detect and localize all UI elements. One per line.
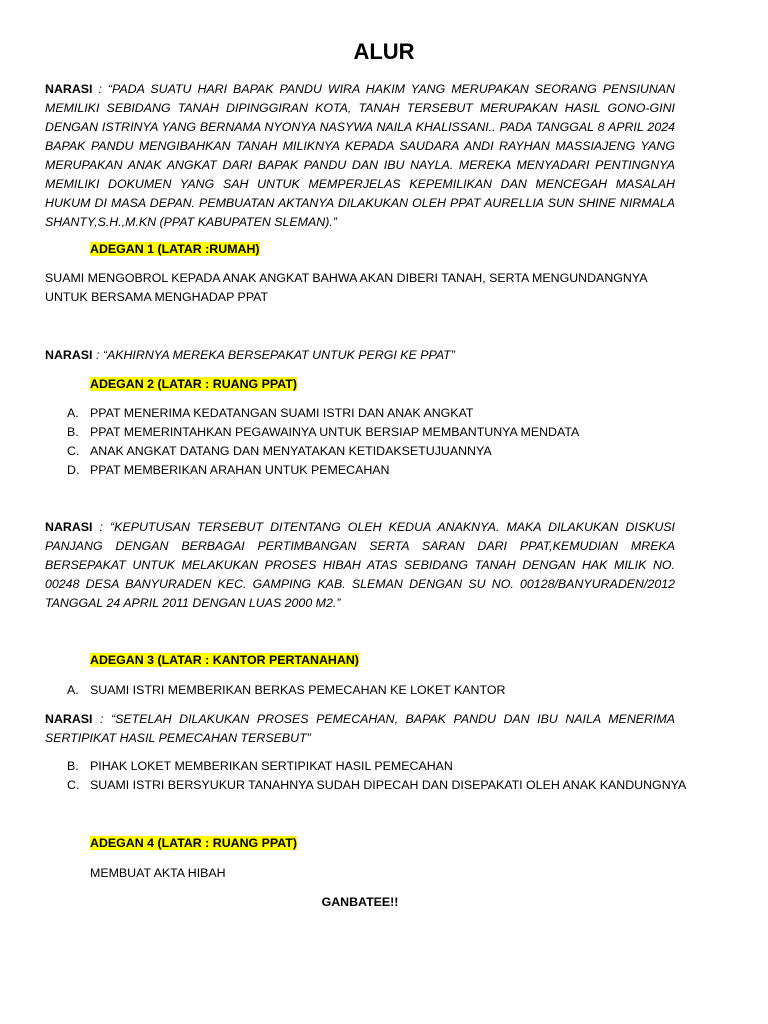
narasi-1-text: “PADA SUATU HARI BAPAK PANDU WIRA HAKIM YANG MERUPAKAN SEORANG PENSIUNAN MEMILIKI SEBIDANG TANAH DIPINGGIRAN KOTA, TANAH TERSEBUT MERUPAKAN HASIL GONO-GINI DENGAN ISTRINYA YANG BERNAMA NYONYA NASYWA NAILA KHALISSANI.. PADA TANGGAL 8 APRIL 2024 BAPAK PANDU MENGIBAHKAN TANAH MILIKNYA KEPADA SAUDARA ANDI RAYHAN MASSIAJENG YANG MERUPAKAN ANAK ANGKAT DARI BAPAK PANDU DAN IBU NAYLA. MEREKA MENYADARI PENTINGNYA MEMILIKI DOKUMEN YANG SAH UNTUK MEMPERJELAS KEPEMILIKAN DAN MENCEGAH MASALAH HUKUM DI MASA DEPAN. PEMBUATAN AKTANYA DILAKUKAN OLEH PPAT AURELLIA SUN SHINE NIRMALA SHANTY,S.H.,M.KN (PPAT KABUPATEN SLEMAN).” — [45, 82, 675, 229]
document-title: ALUR — [353, 39, 415, 64]
narasi-4-text: “SETELAH DILAKUKAN PROSES PEMECAHAN, BAPAK PANDU DAN IBU NAILA MENERIMA SERTIPIKAT HASIL PEMECAHAN TERSEBUT” — [45, 712, 676, 745]
list-marker: A. — [67, 683, 79, 697]
scene-heading-2-text: ADEGAN 2 (LATAR : RUANG PPAT) — [90, 377, 297, 391]
list-item — [67, 442, 579, 461]
list-item — [67, 404, 579, 423]
scene-heading-4-text: ADEGAN 4 (LATAR : RUANG PPAT) — [90, 836, 297, 850]
narasi-label: NARASI — [45, 82, 93, 96]
scene-heading-1-text: ADEGAN 1 (LATAR :RUMAH) — [90, 242, 260, 256]
scene-4-description: MEMBUAT AKTA HIBAH — [90, 866, 226, 880]
list-item-text: PIHAK LOKET MEMBERIKAN SERTIPIKAT HASIL PEMECAHAN — [90, 759, 453, 773]
narasi-2-text: “AKHIRNYA MEREKA BERSEPAKAT UNTUK PERGI KE PPAT” — [102, 348, 455, 362]
list-marker: B. — [67, 759, 79, 773]
list-marker: A. — [67, 406, 79, 420]
list-item-text: ANAK ANGKAT DATANG DAN MENYATAKAN KETIDAKSETUJUANNYA — [90, 444, 492, 458]
narasi-separator: : — [92, 520, 111, 534]
list-marker: B. — [67, 425, 79, 439]
narasi-separator: : — [92, 712, 112, 726]
narasi-4 — [45, 710, 675, 748]
list-item-text: PPAT MEMERINTAHKAN PEGAWAINYA UNTUK BERSIAP MEMBANTUNYA MENDATA — [90, 425, 580, 439]
closing-text: GANBATEE!! — [321, 895, 399, 909]
scene-3-list-a — [67, 681, 505, 700]
scene-heading-3-text: ADEGAN 3 (LATAR : KANTOR PERTANAHAN) — [90, 653, 359, 667]
list-marker: C. — [67, 444, 80, 458]
narasi-label: NARASI — [45, 520, 93, 534]
narasi-3 — [45, 518, 675, 613]
scene-heading-1 — [90, 241, 260, 258]
scene-heading-4 — [90, 835, 297, 852]
list-item — [67, 423, 579, 442]
list-item — [67, 461, 579, 480]
list-item — [67, 681, 505, 700]
narasi-1 — [45, 80, 675, 232]
narasi-label: NARASI — [45, 348, 93, 362]
list-item-text: PPAT MEMBERIKAN ARAHAN UNTUK PEMECAHAN — [90, 463, 390, 477]
list-item — [67, 776, 686, 795]
scene-1-description: SUAMI MENGOBROL KEPADA ANAK ANGKAT BAHWA AKAN DIBERI TANAH, SERTA MENGUNDANGNYA UNTUK BERSAMA MENGHADAP PPAT — [45, 271, 647, 304]
narasi-separator: : — [92, 348, 103, 362]
list-item — [67, 757, 686, 776]
narasi-separator: : — [92, 82, 108, 96]
scene-3-list-bc — [67, 757, 686, 795]
scene-2-list — [67, 404, 579, 480]
narasi-2 — [45, 346, 675, 365]
list-marker: C. — [67, 778, 80, 792]
list-item-text: SUAMI ISTRI BERSYUKUR TANAHNYA SUDAH DIPECAH DAN DISEPAKATI OLEH ANAK KANDUNGNYA — [90, 778, 687, 792]
scene-heading-2 — [90, 376, 297, 393]
list-marker: D. — [67, 463, 80, 477]
list-item-text: SUAMI ISTRI MEMBERIKAN BERKAS PEMECAHAN KE LOKET KANTOR — [90, 683, 506, 697]
narasi-label: NARASI — [45, 712, 93, 726]
narasi-3-text: “KEPUTUSAN TERSEBUT DITENTANG OLEH KEDUA ANAKNYA. MAKA DILAKUKAN DISKUSI PANJANG DENGAN BERBAGAI PERTIMBANGAN SERTA SARAN DARI PPAT,KEMUDIAN MREKA BERSEPAKAT UNTUK MELAKUKAN PROSES HIBAH ATAS SEBIDANG TANAH DENGAN HAK MILIK NO. 00248 DESA BANYURADEN KEC. GAMPING KAB. SLEMAN DENGAN SU NO. 00128/BANYURADEN/2012 TANGGAL 24 APRIL 2011 DENGAN LUAS 2000 M2.” — [45, 520, 676, 610]
scene-heading-3 — [90, 652, 359, 669]
list-item-text: PPAT MENERIMA KEDATANGAN SUAMI ISTRI DAN ANAK ANGKAT — [90, 406, 474, 420]
